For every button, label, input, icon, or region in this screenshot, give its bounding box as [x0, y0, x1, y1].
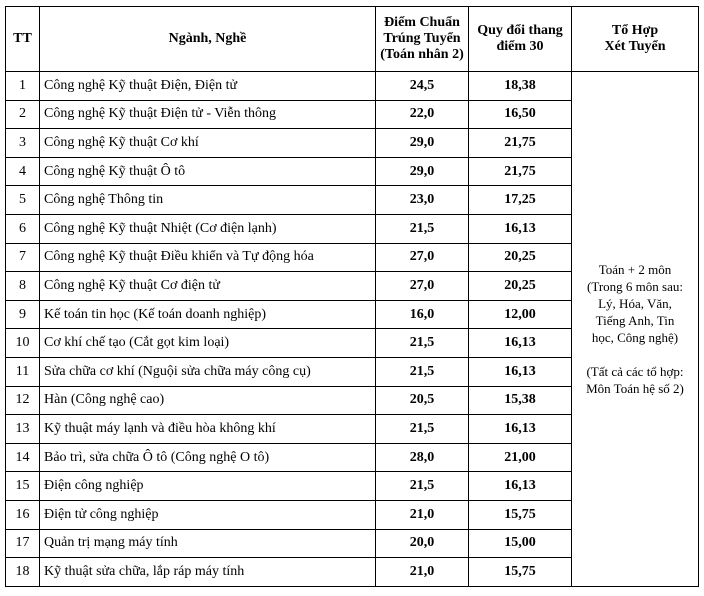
cutoff-score: 24,5 [376, 72, 469, 101]
combination-line: (Trong 6 môn sau: [587, 278, 683, 294]
cutoff-score: 21,5 [376, 472, 469, 501]
header-row [6, 7, 699, 72]
cutoff-score: 27,0 [376, 272, 469, 301]
cutoff-score: 21,5 [376, 357, 469, 386]
major-name: Bảo trì, sửa chữa Ô tô (Công nghệ O tô) [40, 443, 376, 472]
header-conv-line: điểm 30 [496, 39, 544, 54]
major-name: Điện công nghiệp [40, 472, 376, 501]
major-name: Công nghệ Kỹ thuật Điện, Điện tử [40, 72, 376, 101]
converted-score: 15,38 [469, 386, 572, 415]
cutoff-score: 27,0 [376, 243, 469, 272]
combination-line: (Tất cả các tổ hợp: [586, 363, 684, 379]
combination-line: Toán + 2 môn [598, 261, 672, 277]
row-number: 13 [6, 415, 40, 444]
converted-score: 20,25 [469, 243, 572, 272]
converted-score: 16,13 [469, 472, 572, 501]
header-score-line: Điểm Chuẩn [384, 15, 460, 30]
row-number: 8 [6, 272, 40, 301]
converted-score: 16,13 [469, 214, 572, 243]
header-conv-line: Quy đổi thang [477, 23, 563, 38]
cutoff-score: 28,0 [376, 443, 469, 472]
combination-line: Lý, Hóa, Văn, [598, 295, 672, 311]
cutoff-score: 29,0 [376, 157, 469, 186]
major-name: Kế toán tin học (Kế toán doanh nghiệp) [40, 300, 376, 329]
combination-line: Tiếng Anh, Tin [595, 312, 675, 328]
header-score [376, 7, 469, 72]
row-number: 17 [6, 529, 40, 558]
cutoff-score: 20,5 [376, 386, 469, 415]
major-name: Cơ khí chế tạo (Cắt gọt kim loại) [40, 329, 376, 358]
converted-score: 21,75 [469, 157, 572, 186]
cutoff-score: 21,0 [376, 558, 469, 587]
converted-score: 15,00 [469, 529, 572, 558]
major-name: Quản trị mạng máy tính [40, 529, 376, 558]
row-number: 2 [6, 100, 40, 129]
header-tt: TT [6, 7, 40, 72]
cutoff-score: 21,5 [376, 214, 469, 243]
row-number: 9 [6, 300, 40, 329]
row-number: 18 [6, 558, 40, 587]
row-number: 5 [6, 186, 40, 215]
admission-score-table [5, 6, 699, 587]
table-row [6, 72, 699, 101]
combination-line: Môn Toán hệ số 2) [586, 380, 684, 396]
major-name: Điện tử công nghiệp [40, 500, 376, 529]
header-score-line: (Toán nhân 2) [380, 47, 464, 62]
combination-cell [572, 72, 699, 587]
combination-line: học, Công nghệ) [591, 329, 679, 345]
cutoff-score: 21,5 [376, 415, 469, 444]
converted-score: 16,50 [469, 100, 572, 129]
converted-score: 15,75 [469, 500, 572, 529]
major-name: Công nghệ Kỹ thuật Điện tử - Viễn thông [40, 100, 376, 129]
major-name: Công nghệ Kỹ thuật Điều khiển và Tự động hóa [40, 243, 376, 272]
header-combo-line: Tổ Hợp [611, 23, 659, 38]
major-name: Công nghệ Kỹ thuật Ô tô [40, 157, 376, 186]
row-number: 3 [6, 129, 40, 158]
row-number: 14 [6, 443, 40, 472]
cutoff-score: 20,0 [376, 529, 469, 558]
converted-score: 12,00 [469, 300, 572, 329]
header-major: Ngành, Nghề [40, 7, 376, 72]
row-number: 10 [6, 329, 40, 358]
converted-score: 21,75 [469, 129, 572, 158]
major-name: Sửa chữa cơ khí (Nguội sửa chữa máy công cụ) [40, 357, 376, 386]
converted-score: 16,13 [469, 329, 572, 358]
major-name: Kỹ thuật máy lạnh và điều hòa không khí [40, 415, 376, 444]
converted-score: 16,13 [469, 415, 572, 444]
cutoff-score: 16,0 [376, 300, 469, 329]
row-number: 11 [6, 357, 40, 386]
cutoff-score: 23,0 [376, 186, 469, 215]
combination-gap [576, 346, 694, 363]
major-name: Công nghệ Kỹ thuật Cơ khí [40, 129, 376, 158]
converted-score: 15,75 [469, 558, 572, 587]
cutoff-score: 21,0 [376, 500, 469, 529]
row-number: 4 [6, 157, 40, 186]
cutoff-score: 29,0 [376, 129, 469, 158]
header-conv [469, 7, 572, 72]
header-score-line: Trúng Tuyển [383, 31, 461, 46]
row-number: 15 [6, 472, 40, 501]
row-number: 16 [6, 500, 40, 529]
converted-score: 17,25 [469, 186, 572, 215]
row-number: 7 [6, 243, 40, 272]
major-name: Hàn (Công nghệ cao) [40, 386, 376, 415]
major-name: Công nghệ Kỹ thuật Cơ điện tử [40, 272, 376, 301]
header-combo [572, 7, 699, 72]
converted-score: 20,25 [469, 272, 572, 301]
converted-score: 18,38 [469, 72, 572, 101]
major-name: Công nghệ Kỹ thuật Nhiệt (Cơ điện lạnh) [40, 214, 376, 243]
converted-score: 16,13 [469, 357, 572, 386]
cutoff-score: 21,5 [376, 329, 469, 358]
row-number: 1 [6, 72, 40, 101]
converted-score: 21,00 [469, 443, 572, 472]
major-name: Kỹ thuật sửa chữa, lắp ráp máy tính [40, 558, 376, 587]
row-number: 12 [6, 386, 40, 415]
header-combo-line: Xét Tuyển [604, 39, 666, 54]
row-number: 6 [6, 214, 40, 243]
cutoff-score: 22,0 [376, 100, 469, 129]
major-name: Công nghệ Thông tin [40, 186, 376, 215]
